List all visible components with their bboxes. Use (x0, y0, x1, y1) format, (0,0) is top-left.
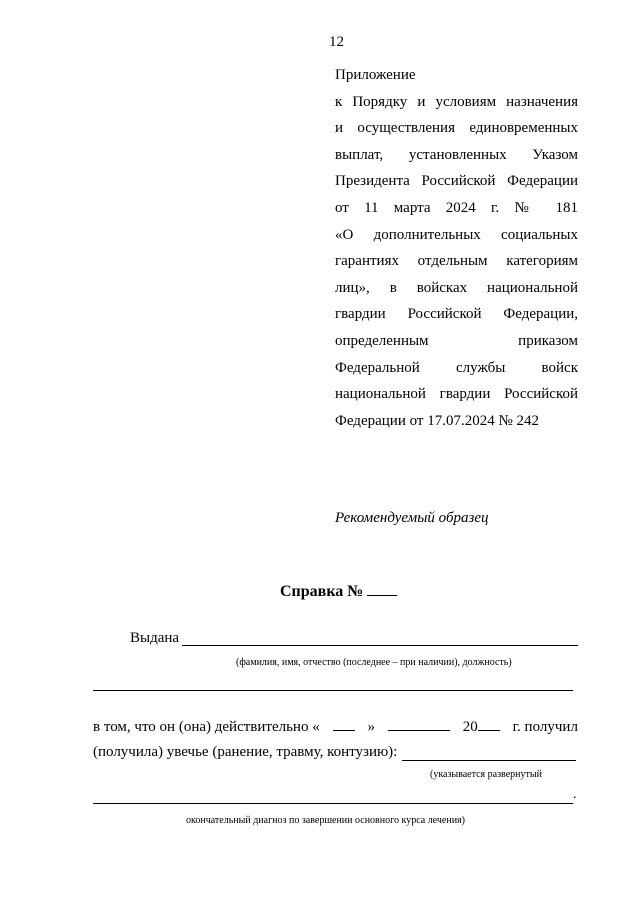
appendix-line: от 11 марта 2024 г. № 181 (335, 199, 578, 216)
issued-label: Выдана (130, 630, 180, 646)
issued-caption: (фамилия, имя, отчество (последнее – при наличии), должность) (236, 657, 512, 668)
appendix-line: определенным приказом (335, 332, 578, 349)
statement-text-3: г. получил (512, 719, 578, 735)
sample-label: Рекомендуемый образец (335, 510, 489, 526)
appendix-line: гвардии Российской Федерации, (335, 306, 578, 323)
appendix-line: Федерации от 17.07.2024 № 242 (335, 412, 540, 429)
appendix-line: и осуществления единовременных (335, 120, 578, 137)
year-prefix: 20 (462, 719, 478, 735)
day-blank (333, 718, 355, 731)
form-title-text: Справка № (280, 583, 364, 600)
statement-text-2: » (367, 719, 375, 735)
appendix-line: выплат, установленных Указом (335, 146, 578, 163)
year-field (463, 718, 500, 736)
month-blank (388, 718, 450, 731)
appendix-line: гарантиях отдельным категориям (335, 253, 578, 270)
diagnosis-line-1 (402, 760, 576, 761)
diagnosis-line-2 (93, 803, 573, 804)
appendix-line: «О дополнительных социальных (335, 226, 578, 243)
page-number: 12 (329, 34, 344, 50)
statement-text-1: в том, что он (она) действительно « (93, 719, 320, 735)
appendix-block (335, 62, 578, 434)
trailing-period: . (573, 787, 577, 802)
appendix-line: Президента Российской Федерации (335, 173, 578, 190)
diagnosis-caption-2: окончательный диагноз по завершении основного курса лечения) (186, 815, 465, 826)
statement-line-2: (получила) увечье (ранение, травму, контузию): (93, 744, 398, 760)
issued-to-line (182, 645, 578, 646)
form-title (280, 581, 397, 601)
appendix-line: Приложение (335, 67, 416, 83)
appendix-line: лиц», в войсках национальной (335, 279, 578, 296)
issued-continuation-line (93, 690, 573, 691)
year-blank (478, 718, 500, 731)
statement-line-1 (93, 718, 578, 736)
diagnosis-caption-1: (указывается развернутый (430, 769, 542, 780)
appendix-line: к Порядку и условиям назначения (335, 93, 578, 110)
appendix-line: национальной гвардии Российской (335, 386, 578, 403)
appendix-line: Федеральной службы войск (335, 359, 578, 376)
certificate-number-blank (367, 581, 397, 596)
